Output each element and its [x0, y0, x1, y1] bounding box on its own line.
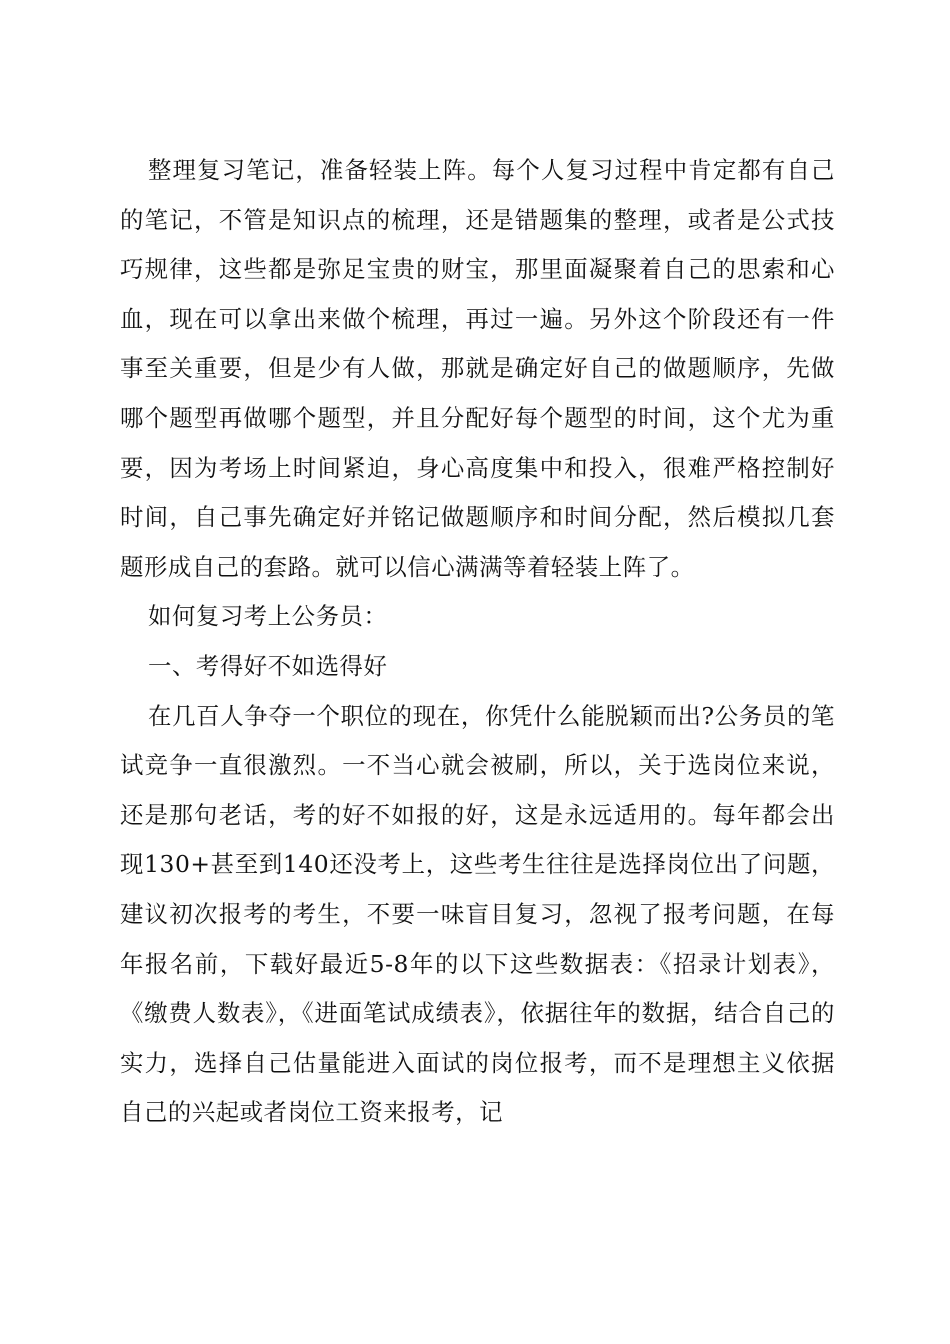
section-heading-choose-position: 一、考得好不如选得好 [148, 651, 388, 680]
document-body [120, 146, 835, 1138]
paragraph-review-notes: 整理复习笔记，准备轻装上阵。每个人复习过程中肯定都有自己的笔记，不管是知识点的梳理，还是错题集的整理，或者是公式技巧规律，这些都是弥足宝贵的财宝，那里面凝聚着自己的思索和心血，现在可以拿出来做个梳理，再过一遍。另外这个阶段还有一件事至关重要，但是少有人做，那就是确定好自己的做题顺序，先做哪个题型再做哪个题型，并且分配好每个题型的时间，这个尤为重要，因为考场上时间紧迫，身心高度集中和投入，很难严格控制好时间，自己事先确定好并铭记做题顺序和时间分配，然后模拟几套题形成自己的套路。就可以信心满满等着轻装上阵了。 [120, 156, 835, 581]
paragraph-how-to-review: 如何复习考上公务员： [148, 602, 388, 631]
paragraph-position-selection: 在几百人争夺一个职位的现在，你凭什么能脱颖而出?公务员的笔试竞争一直很激烈。一不当心就会被刷，所以，关于选岗位来说，还是那句老话，考的好不如报的好，这是永远适用的。每年都会出现130+甚至到140还没考上，这些考生往往是选择岗位出了问题，建议初次报考的考生，不要一味盲目复习，忽视了报考问题，在每年报名前，下载好最近5-8年的以下这些数据表：《招录计划表》，《缴费人数表》，《进面笔试成绩表》，依据往年的数据，结合自己的实力，选择自己估量能进入面试的岗位报考，而不是理想主义依据自己的兴起或者岗位工资来报考，记 [120, 701, 835, 1127]
